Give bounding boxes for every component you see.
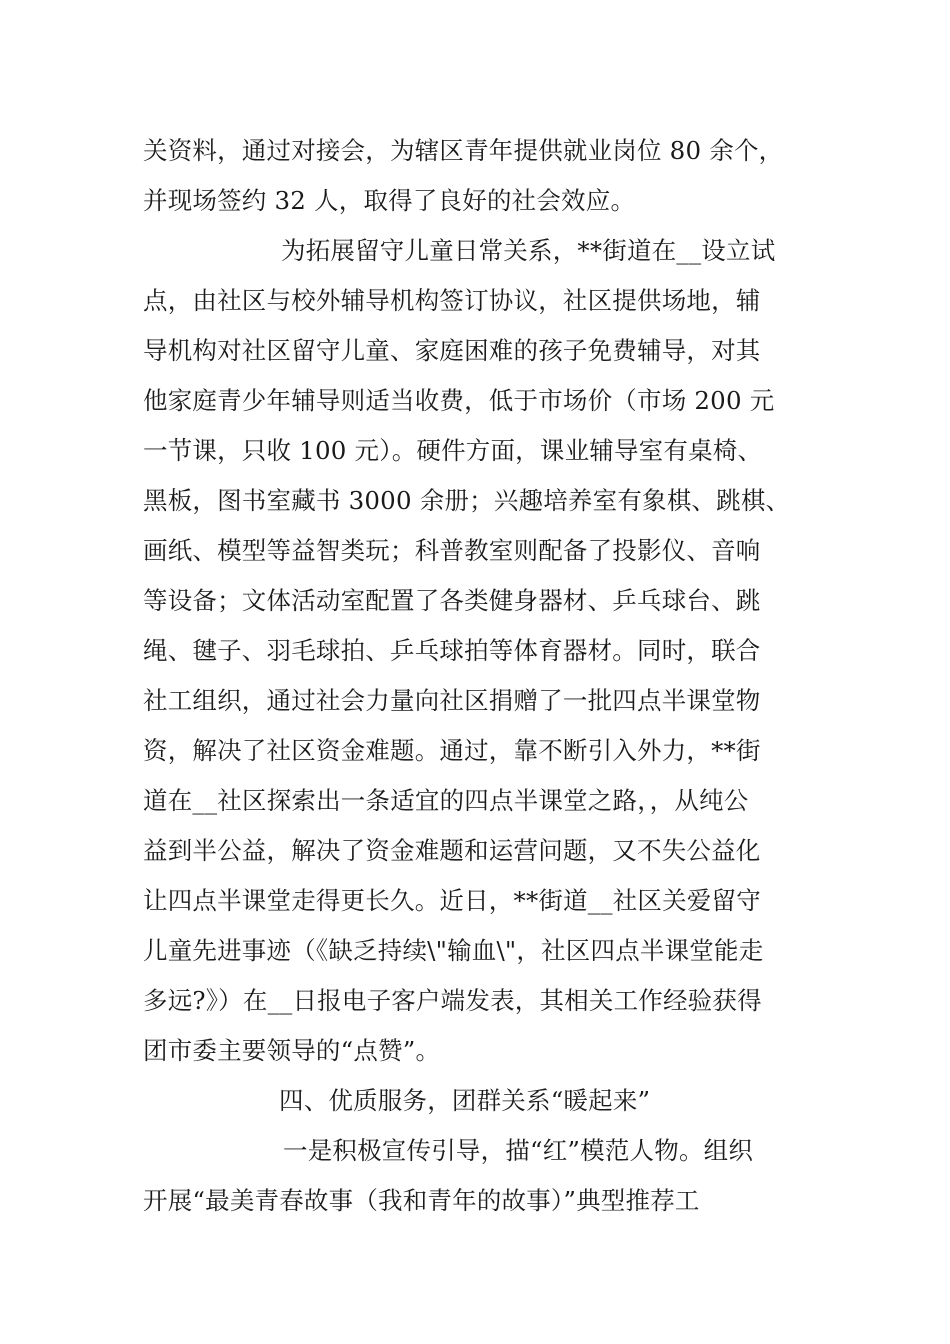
text-line: 团市委主要领导的“点赞”。 xyxy=(143,1036,441,1065)
text-line: 黑板，图书室藏书 3000 余册；兴趣培养室有象棋、跳棋、 xyxy=(143,486,791,515)
paragraph-start-line: 为拓展留守儿童日常关系，**街道在__设立试 xyxy=(281,236,776,265)
text-line: 让四点半课堂走得更长久。近日，**街道__社区关爱留守 xyxy=(143,886,761,915)
text-line: 一节课，只收 100 元）。硬件方面，课业辅导室有桌椅、 xyxy=(143,436,763,465)
section-heading: 四、优质服务，团群关系“暖起来” xyxy=(279,1086,651,1115)
text-line: 益到半公益，解决了资金难题和运营问题，又不失公益化 xyxy=(143,836,761,865)
text-line: 道在__社区探索出一条适宜的四点半课堂之路，，从纯公 xyxy=(143,786,749,815)
text-line: 多远?》）在__日报电子客户端发表，其相关工作经验获得 xyxy=(143,986,762,1015)
text-line: 社工组织，通过社会力量向社区捐赠了一批四点半课堂物 xyxy=(143,686,761,715)
text-line: 关资料，通过对接会，为辖区青年提供就业岗位 80 余个， xyxy=(143,136,784,165)
text-line: 点，由社区与校外辅导机构签订协议，社区提供场地，辅 xyxy=(143,286,761,315)
text-line: 开展“最美青春故事（我和青年的故事）”典型推荐工 xyxy=(143,1186,700,1215)
text-line: 绳、毽子、羽毛球拍、乒乓球拍等体育器材。同时，联合 xyxy=(143,636,761,665)
text-line: 等设备；文体活动室配置了各类健身器材、乒乓球台、跳 xyxy=(143,586,761,615)
text-line: 他家庭青少年辅导则适当收费，低于市场价（市场 200 元 xyxy=(143,386,775,415)
text-line: 导机构对社区留守儿童、家庭困难的孩子免费辅导，对其 xyxy=(143,336,761,365)
text-line: 并现场签约 32 人，取得了良好的社会效应。 xyxy=(143,186,636,215)
document-page xyxy=(143,126,809,1226)
paragraph-start-line: 一是积极宣传引导，描“红”模范人物。组织 xyxy=(283,1136,754,1165)
text-line: 儿童先进事迹（《缺乏持续\"输血\"，社区四点半课堂能走 xyxy=(143,936,764,965)
text-line: 资，解决了社区资金难题。通过，靠不断引入外力，**街 xyxy=(143,736,761,765)
text-line: 画纸、模型等益智类玩；科普教室则配备了投影仪、音响 xyxy=(143,536,761,565)
